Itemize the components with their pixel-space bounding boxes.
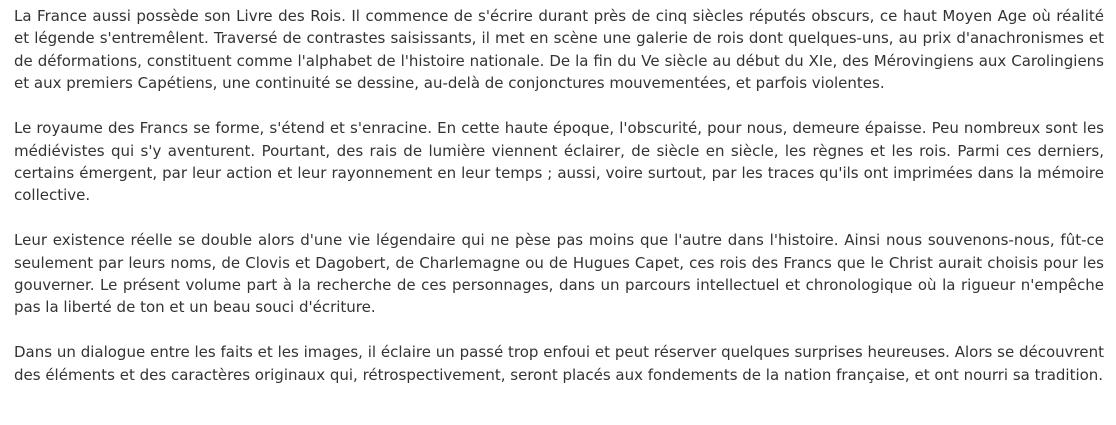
- paragraph-1: La France aussi possède son Livre des Rois. Il commence de s'écrire durant près de cinq siècles réputés obscurs, ce haut Moyen Age où réalité et légende s'entremêlent. Traversé de contrastes saisissants, il met en scène une galerie de rois dont quelques-uns, au prix d'anachronismes et de déformations, constituent comme l'alphabet de l'histoire nationale. De la fin du Ve siècle au début du XIe, des Mérovingiens aux Carolingiens et aux premiers Capétiens, une continuité se dessine, au-delà de conjonctures mouvementées, et parfois violentes.: [14, 7, 1104, 93]
- paragraph-4: Dans un dialogue entre les faits et les images, il éclaire un passé trop enfoui et peut réserver quelques surprises heureuses. Alors se découvrent des éléments et des caractères originaux qui, rétrospectivement, seront placés aux fondements de la nation française, et ont nourri sa tradition.: [14, 343, 1104, 384]
- paragraph-3: Leur existence réelle se double alors d'une vie légendaire qui ne pèse pas moins que l'autre dans l'histoire. Ainsi nous souvenons-nous, fût-ce seulement par leurs noms, de Clovis et Dagobert, de Charlemagne ou de Hugues Capet, ces rois des Francs que le Christ aurait choisis pour les gouverner. Le présent volume part à la recherche de ces personnages, dans un parcours intellectuel et chronologique où la rigueur n'empêche pas la liberté de ton et un beau souci d'écriture.: [14, 231, 1104, 317]
- paragraph-2: Le royaume des Francs se forme, s'étend et s'enracine. En cette haute époque, l'obscurité, pour nous, demeure épaisse. Peu nombreux sont les médiévistes qui s'y aventurent. Pourtant, des rais de lumière viennent éclairer, de siècle en siècle, les règnes et les rois. Parmi ces derniers, certains émergent, par leur action et leur rayonnement en leur temps ; aussi, voire surtout, par les traces qu'ils ont imprimées dans la mémoire collective.: [14, 119, 1104, 205]
